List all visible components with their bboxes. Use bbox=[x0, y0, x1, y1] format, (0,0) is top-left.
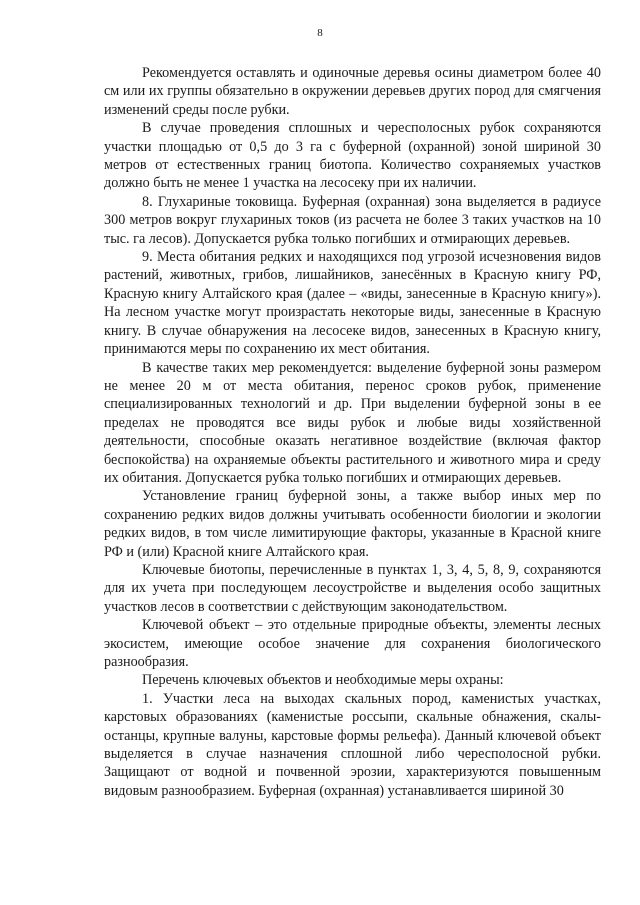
paragraph-key-object-definition: Ключевой объект – это отдельные природные объекты, элементы лесных экосистем, имеющие особое значение для сохранения биологического разнообразия. bbox=[104, 617, 601, 670]
document-body bbox=[104, 64, 601, 800]
paragraph-buffer-zone-boundaries: Установление границ буферной зоны, а также выбор иных мер по сохранению редких видов должны учитывать особенности биологии и экологии редких видов, в том числе лимитирующие факторы, указанные в Красной книге РФ и (или) Красной книге Алтайского края. bbox=[104, 488, 601, 560]
paragraph-key-objects-list-heading: Перечень ключевых объектов и необходимые меры охраны: bbox=[142, 672, 504, 689]
paragraph-protection-measures: В качестве таких мер рекомендуется: выделение буферной зоны размером не менее 20 м от места обитания, перенос сроков рубок, применение специализированных технологий и др. При выделении буферной зоны в ее пределах не проводятся все виды рубок и любые виды хозяйственной деятельности, способные оказать негативное воздействие (включая фактор беспокойства) на охраняемые объекты растительного и животного мира и среду их обитания. Допускается рубка только погибших и отмирающих деревьев. bbox=[104, 359, 601, 486]
page-number: 8 bbox=[317, 27, 323, 39]
paragraph-aspen-trees: Рекомендуется оставлять и одиночные деревья осины диаметром более 40 см или их группы обязательно в окружении деревьев других пород для смягчения изменений среды после рубки. bbox=[104, 65, 601, 118]
paragraph-clear-cutting-sites: В случае проведения сплошных и чересполосных рубок сохраняются участки площадью от 0,5 до 3 га с буферной (охранной) зоной шириной 30 метров от естественных границ биотопа. Количество сохраняемых участков должно быть не менее 1 участка на лесосеку при их наличии. bbox=[104, 120, 601, 192]
paragraph-key-biotopes: Ключевые биотопы, перечисленные в пунктах 1, 3, 4, 5, 8, 9, сохраняются для их учета при последующем лесоустройстве и выделения особо защитных участков лесов в соответствии с действующим законодательством. bbox=[104, 561, 601, 615]
paragraph-rocky-outcrops: 1. Участки леса на выходах скальных пород, каменистых участках, карстовых образованиях (каменистые россыпи, скальные обнажения, скалы-останцы, крупные валуны, карстовые формы рельефа). Данный ключевой объект выделяется в случае назначения сплошной либо чересполосной рубки. Защищают от водной и почвенной эрозии, характеризуются повышенным видовым разнообразием. Буферная (охранная) устанавливается шириной 30 bbox=[104, 690, 601, 799]
paragraph-rare-species-habitats: 9. Места обитания редких и находящихся под угрозой исчезновения видов растений, животных, грибов, лишайников, занесённых в Красную книгу РФ, Красную книгу Алтайского края (далее – «виды, занесенные в Красную книгу»). На лесном участке могут произрастать некоторые виды, занесенные в Красную книгу. В случае обнаружения на лесосеке видов, занесенных в Красную книгу, принимаются меры по сохранению их мест обитания. bbox=[104, 249, 601, 358]
paragraph-capercaillie-leks: 8. Глухариные токовища. Буферная (охранная) зона выделяется в радиусе 300 метров вокруг глухариных токов (из расчета не более 3 таких участков на 10 тыс. га лесов). Допускается рубка только погибших и отмирающих деревьев. bbox=[104, 193, 601, 247]
